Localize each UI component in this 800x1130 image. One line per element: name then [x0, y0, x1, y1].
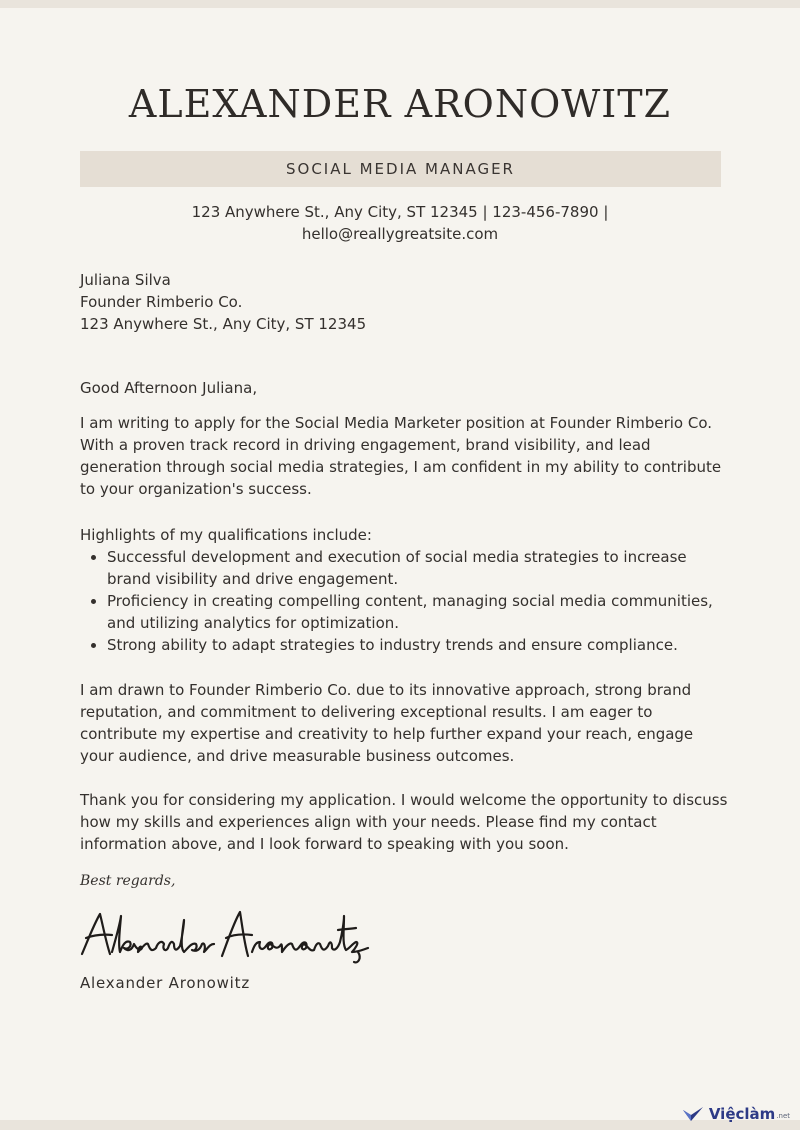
recipient-block	[80, 269, 730, 335]
contact-info	[0, 201, 800, 245]
job-title: SOCIAL MEDIA MANAGER	[286, 160, 515, 178]
highlight-item: • Proficiency in creating compelling content, managing social media communities, and utilizing analytics for optimization.	[107, 590, 730, 634]
highlight-item: • Successful development and execution of social media strategies to increase brand visibility and drive engagement.	[107, 546, 730, 590]
closing-paragraph: Thank you for considering my application. I would welcome the opportunity to discuss how my skills and experiences align with your needs. Please find my contact information above, and I look forward to speaking with you soon.	[80, 791, 728, 853]
checkmark-logo-icon	[682, 1106, 704, 1122]
highlights-section	[80, 524, 730, 656]
handwritten-signature	[76, 904, 376, 974]
job-title-band	[80, 151, 721, 187]
watermark-brand: Việclàm	[708, 1105, 776, 1123]
closing-salutation: Best regards,	[80, 873, 176, 889]
intro-paragraph: I am writing to apply for the Social Media Marketer position at Founder Rimberio Co. With a proven track record in driving engagement, brand visibility, and lead generation through social media strategies, I am confident in my ability to contribute to your organization's success.	[80, 414, 722, 498]
contact-line-email: hello@reallygreatsite.com	[301, 225, 499, 243]
recipient-address: 123 Anywhere St., Any City, ST 12345	[80, 315, 367, 333]
watermark-logo	[682, 1105, 790, 1123]
motivation-paragraph: I am drawn to Founder Rimberio Co. due to its innovative approach, strong brand reputation, and commitment to delivering exceptional results. I am eager to contribute my expertise and creativity to help further expand your reach, engage your audience, and drive measurable business outcomes.	[80, 681, 694, 765]
printed-name: Alexander Aronowitz	[80, 974, 251, 992]
recipient-name: Juliana Silva	[80, 271, 171, 289]
applicant-name: ALEXANDER ARONOWITZ	[128, 82, 672, 126]
letter-page	[0, 8, 800, 1123]
highlight-item: • Strong ability to adapt strategies to industry trends and ensure compliance.	[107, 634, 730, 656]
highlights-list	[80, 546, 730, 656]
recipient-company: Founder Rimberio Co.	[80, 293, 243, 311]
highlights-intro: Highlights of my qualifications include:	[80, 526, 372, 544]
watermark-suffix: .net	[776, 1112, 790, 1120]
greeting: Good Afternoon Juliana,	[80, 379, 258, 397]
contact-line-address-phone: 123 Anywhere St., Any City, ST 12345 | 123-456-7890 |	[191, 203, 609, 221]
